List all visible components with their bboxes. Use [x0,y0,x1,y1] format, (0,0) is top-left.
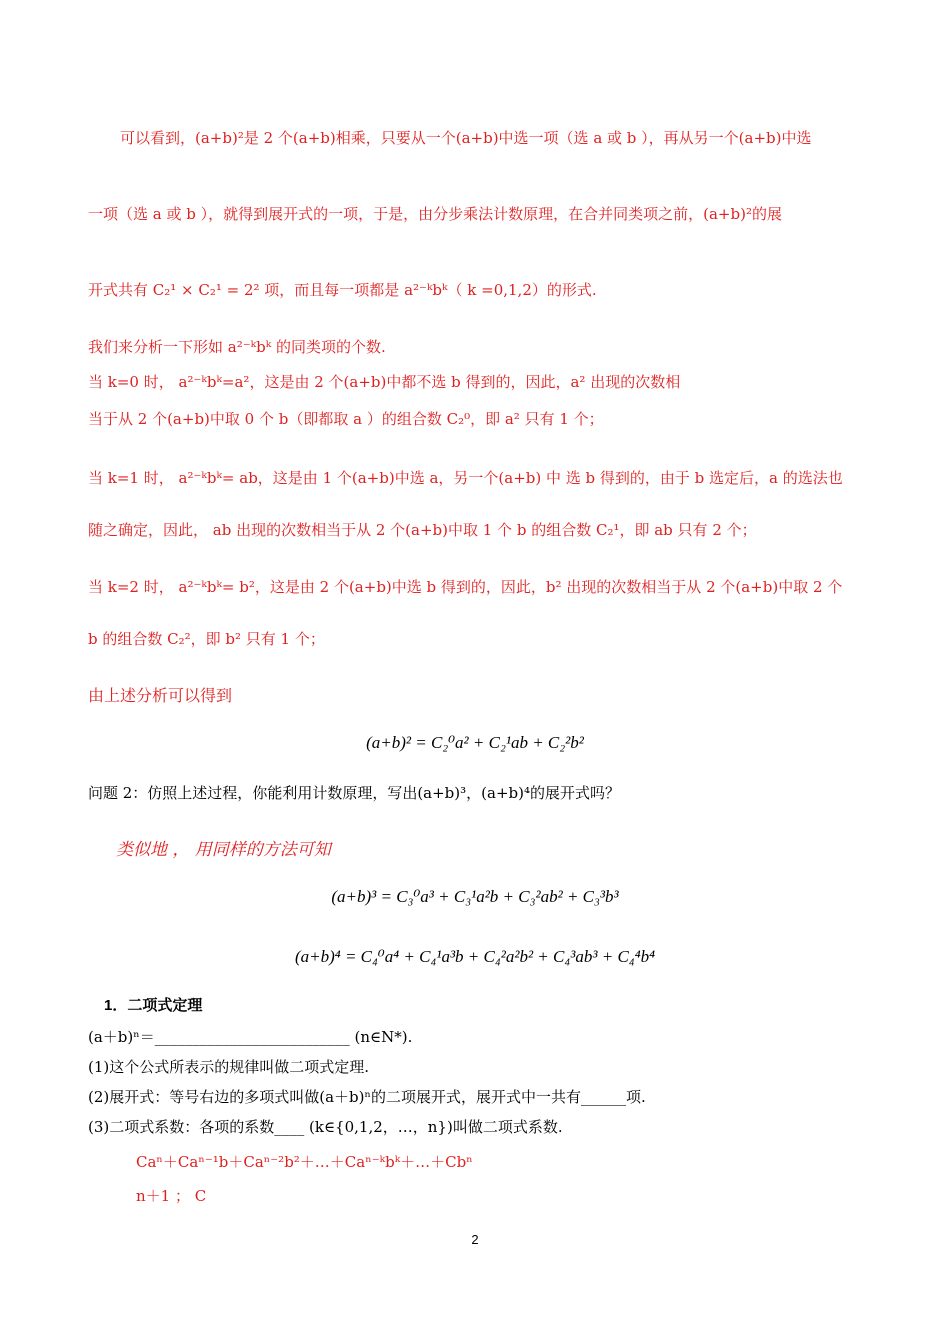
analysis-k1-b: 随之确定，因此， ab 出现的次数相当于从 2 个(a+b)中取 1 个 b 的组合数 C₂¹，即 ab 只有 2 个； [88,521,757,539]
analysis-intro: 我们来分析一下形如 a²⁻ᵏbᵏ 的同类项的个数. [88,338,386,356]
para1-line1: 可以看到，(a+b)²是 2 个(a+b)相乘，只要从一个(a+b)中选一项（选 a 或 b ），再从另一个(a+b)中选 [120,129,812,147]
answer-expansion: Caⁿ＋Caⁿ⁻¹b＋Caⁿ⁻²b²＋…＋Caⁿ⁻ᵏbᵏ＋…＋Cbⁿ [136,1153,473,1171]
formula-fourth: (a+b)⁴ = C₄⁰a⁴ + C₄¹a³b + C₄²a²b² + C₄³ab³ + C₄⁴b⁴ [294,947,656,966]
theorem-item2: (2)展开式：等号右边的多项式叫做(a＋b)ⁿ的二项展开式，展开式中一共有______项. [88,1088,646,1106]
analysis-k2-a: 当 k=2 时， a²⁻ᵏbᵏ= b²，这是由 2 个(a+b)中选 b 得到的，因此，b² 出现的次数相当于从 2 个(a+b)中取 2 个 [88,578,843,596]
para1-line2: 一项（选 a 或 b ），就得到展开式的一项，于是，由分步乘法计数原理，在合并同类项之前，(a+b)²的展 [88,205,782,223]
formula-square: (a+b)² = C₂⁰a² + C₂¹ab + C₂²b² [366,733,584,752]
similar-label: 类似地 ， 用同样的方法可知 [116,840,331,860]
analysis-k0-a: 当 k=0 时， a²⁻ᵏbᵏ=a²，这是由 2 个(a+b)中都不选 b 得到的，因此，a² 出现的次数相 [88,373,681,391]
theorem-statement: (a＋b)ⁿ＝__________________________ (n∈N*). [88,1028,413,1046]
theorem-item3: (3)二项式系数：各项的系数____ (k∈{0,1,2，…，n})叫做二项式系数. [88,1118,563,1136]
theorem-item1: (1)这个公式所表示的规律叫做二项式定理. [88,1058,370,1076]
para1-line3: 开式共有 C₂¹ × C₂¹ = 2² 项，而且每一项都是 a²⁻ᵏbᵏ（ k =0,1,2）的形式. [88,281,597,299]
answer-terms: n＋1 ； C [136,1187,207,1205]
page-number: 2 [471,1232,479,1247]
conclusion-label: 由上述分析可以得到 [88,686,233,705]
analysis-k2-b: b 的组合数 C₂²，即 b² 只有 1 个； [88,630,325,648]
theorem-heading: 1．二项式定理 [104,997,203,1014]
analysis-k1-a: 当 k=1 时， a²⁻ᵏbᵏ= ab，这是由 1 个(a+b)中选 a，另一个(a+b) 中 选 b 得到的，由于 b 选定后，a 的选法也 [88,469,843,487]
question-2: 问题 2：仿照上述过程，你能利用计数原理，写出(a+b)³，(a+b)⁴的展开式吗？ [88,784,620,802]
formula-cube: (a+b)³ = C₃⁰a³ + C₃¹a²b + C₃²ab² + C₃³b³ [331,887,619,906]
analysis-k0-b: 当于从 2 个(a+b)中取 0 个 b（即都取 a ）的组合数 C₂⁰，即 a² 只有 1 个； [88,410,604,428]
